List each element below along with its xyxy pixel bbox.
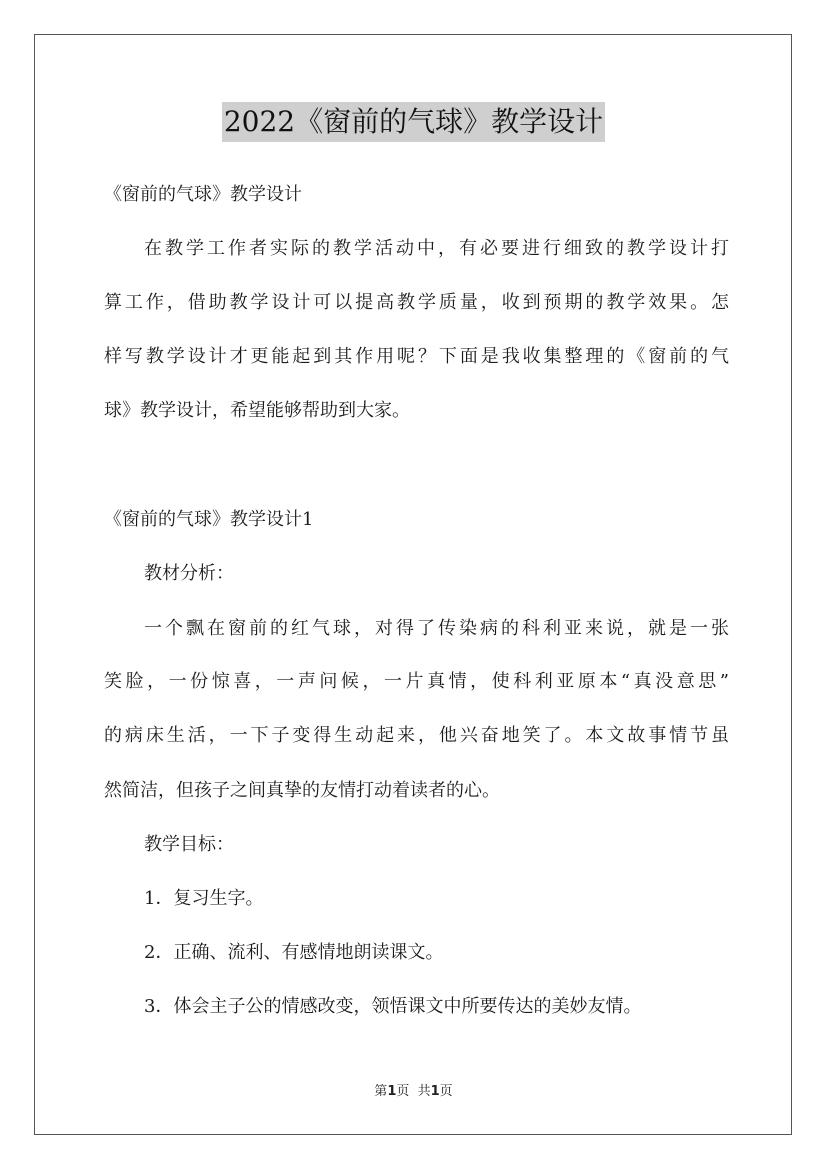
document-title: 2022《窗前的气球》教学设计	[222, 102, 605, 142]
title-container	[0, 102, 827, 142]
goal-item-2: 2．正确、流利、有感情地朗读课文。	[144, 942, 444, 963]
goals-heading: 教学目标：	[144, 834, 234, 855]
intro-line-2: 算工作，借助教学设计可以提高教学质量，收到预期的教学效果。怎	[104, 292, 729, 313]
intro-line-4: 球》教学设计，希望能够帮助到大家。	[104, 400, 410, 421]
material-heading: 教材分析：	[144, 563, 234, 584]
footer-middle: 页 共	[396, 1084, 431, 1099]
document-subtitle: 《窗前的气球》教学设计	[104, 184, 302, 205]
material-line-1: 一个飘在窗前的红气球，对得了传染病的科利亚来说，就是一张	[144, 618, 729, 639]
footer-prefix: 第	[374, 1084, 388, 1099]
intro-line-3: 样写教学设计才更能起到其作用呢？下面是我收集整理的《窗前的气	[104, 346, 729, 367]
intro-line-1: 在教学工作者实际的教学活动中，有必要进行细致的教学设计打	[144, 238, 729, 259]
section-heading: 《窗前的气球》教学设计1	[104, 509, 314, 530]
goal-item-1: 1．复习生字。	[144, 888, 264, 909]
goal-item-3: 3．体会主子公的情感改变，领悟课文中所要传达的美妙友情。	[144, 996, 642, 1017]
material-line-4: 然简洁，但孩子之间真挚的友情打动着读者的心。	[104, 780, 500, 801]
footer-suffix: 页	[439, 1084, 453, 1099]
page-footer	[0, 1083, 827, 1101]
material-line-3: 的病床生活，一下子变得生动起来，他兴奋地笑了。本文故事情节虽	[104, 725, 729, 746]
material-line-2: 笑脸，一份惊喜，一声问候，一片真情，使科利亚原本“真没意思”	[104, 671, 729, 692]
footer-total-pages: 1	[430, 1084, 440, 1099]
footer-page-number: 1	[387, 1084, 397, 1099]
